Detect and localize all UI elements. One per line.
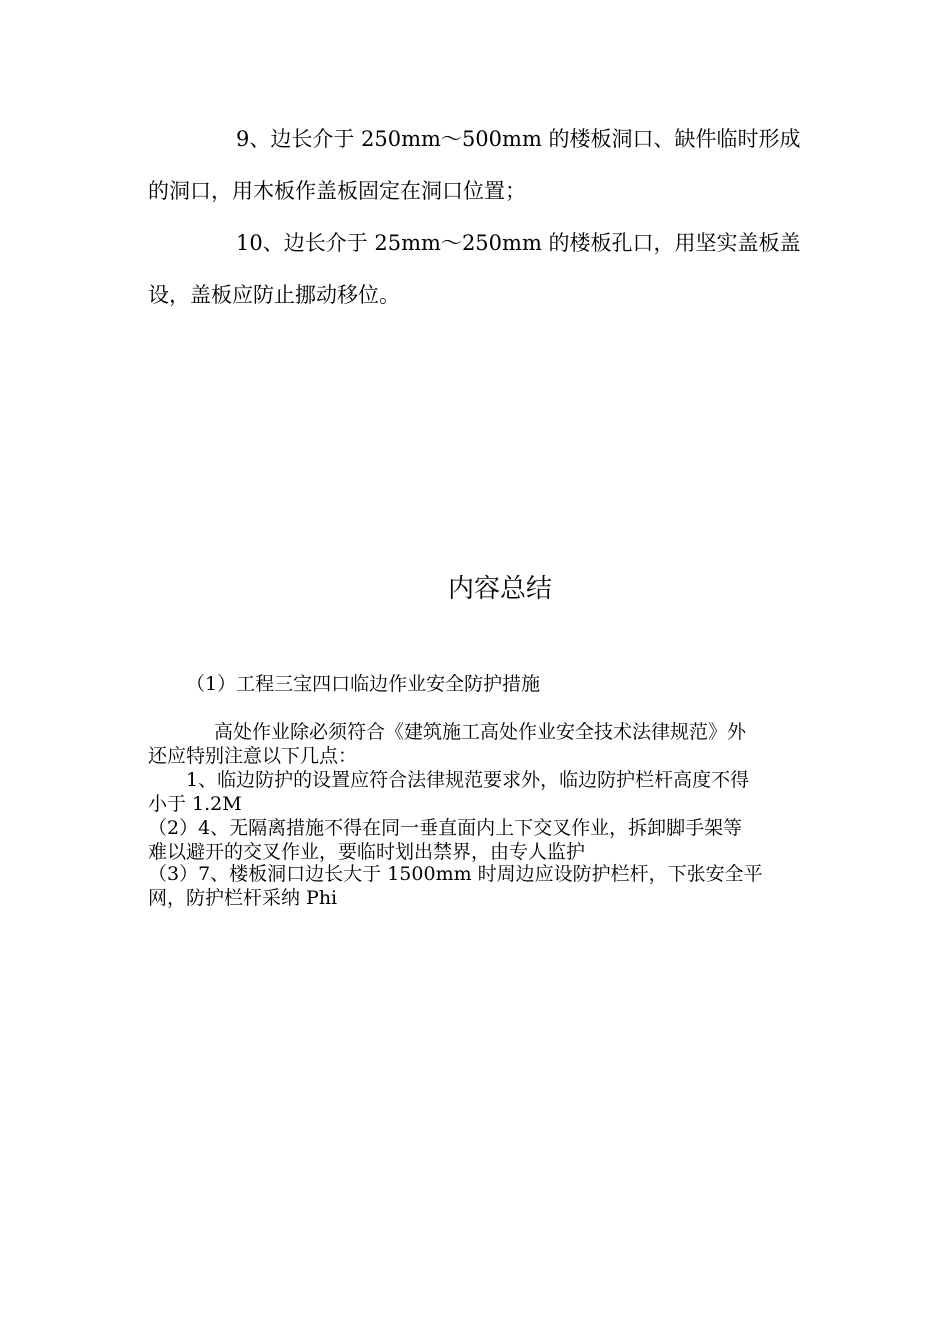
- point-3-line-2: 网，防护栏杆采纳 Phi: [148, 887, 338, 909]
- item-10-line-1: 10、边长介于 25mm～250mm 的楼板孔口，用坚实盖板盖: [236, 231, 801, 255]
- point-2-line-2: 难以避开的交叉作业，要临时划出禁界，由专人监护: [148, 841, 586, 863]
- intro-line-1: 高处作业除必须符合《建筑施工高处作业安全技术法律规范》外: [214, 721, 747, 743]
- intro-line-2: 还应特别注意以下几点：: [148, 745, 358, 767]
- point-3-line-1: （3）7、楼板洞口边长大于 1500mm 时周边应设防护栏杆，下张安全平: [148, 863, 763, 885]
- point-2-line-1: （2）4、无隔离措施不得在同一垂直面内上下交叉作业，拆卸脚手架等: [148, 817, 743, 839]
- summary-subheading: （1）工程三宝四口临边作业安全防护措施: [186, 673, 541, 695]
- item-9-line-1: 9、边长介于 250mm～500mm 的楼板洞口、缺件临时形成: [236, 127, 801, 151]
- summary-heading: 内容总结: [448, 574, 553, 604]
- item-10-line-2: 设，盖板应防止挪动移位。: [148, 283, 400, 307]
- point-1-line-1: 1、临边防护的设置应符合法律规范要求外，临边防护栏杆高度不得: [186, 769, 750, 791]
- point-1-line-2: 小于 1.2M: [148, 793, 242, 815]
- item-9-line-2: 的洞口，用木板作盖板固定在洞口位置；: [148, 179, 526, 203]
